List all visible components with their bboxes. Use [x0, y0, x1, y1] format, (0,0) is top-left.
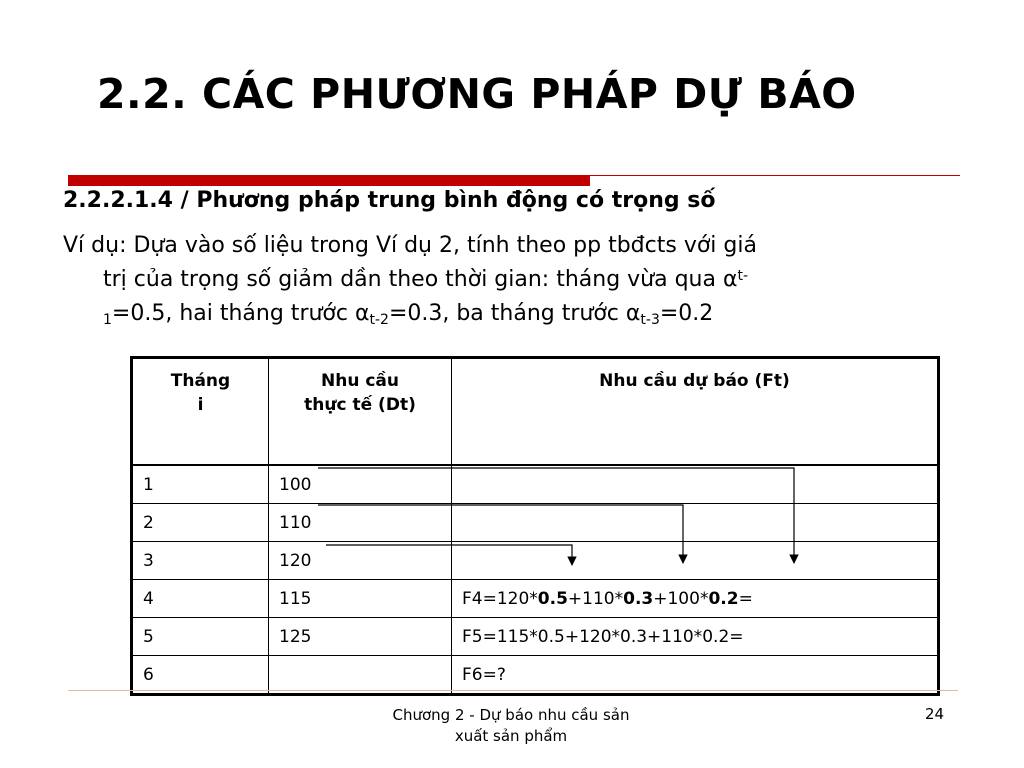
f4-part3: +100*	[653, 588, 709, 609]
f4-weight-3: 0.2	[708, 588, 739, 609]
header-month-line1: Tháng	[170, 371, 231, 391]
table-row	[132, 656, 939, 695]
cell-forecast: F5=115*0.5+120*0.3+110*0.2=	[452, 618, 939, 656]
cell-actual: 120	[269, 542, 452, 580]
slide-title: 2.2. CÁC PHƯƠNG PHÁP DỰ BÁO	[97, 70, 857, 118]
cell-actual: 125	[269, 618, 452, 656]
forecast-table	[130, 356, 940, 696]
cell-actual	[269, 656, 452, 695]
table-row	[132, 542, 939, 580]
f4-part2: +110*	[567, 588, 624, 609]
cell-month: 6	[132, 656, 269, 695]
cell-actual: 110	[269, 504, 452, 542]
alpha-subscript-t1-part2: 1	[103, 312, 112, 328]
cell-forecast-f4	[452, 580, 939, 618]
header-actual-line2: thực tế (Dt)	[304, 395, 416, 415]
section-heading: 2.2.2.1.4 / Phương pháp trung bình động có trọng số	[63, 188, 716, 213]
example-line-2-text: trị của trọng số giảm dần theo thời gian: tháng vừa qua α	[103, 267, 738, 292]
title-underline-bar	[68, 175, 590, 186]
example-line-1: Ví dụ: Dựa vào số liệu trong Ví dụ 2, tính theo pp tbđcts với giá	[63, 233, 757, 258]
alpha-subscript-t3: t-3	[640, 312, 660, 328]
cell-month: 1	[132, 465, 269, 504]
f4-part1: F4=120*	[462, 588, 538, 609]
header-month-line2: i	[197, 395, 204, 415]
f4-weight-2: 0.3	[623, 588, 654, 609]
example-line-3	[63, 297, 963, 331]
cell-month: 2	[132, 504, 269, 542]
cell-month: 3	[132, 542, 269, 580]
cell-forecast	[452, 465, 939, 504]
footer-line-2: xuất sản phẩm	[454, 727, 568, 745]
alpha-subscript-t2: t-2	[369, 312, 389, 328]
footer-line-1: Chương 2 - Dự báo nhu cầu sản	[392, 706, 630, 724]
table-row	[132, 465, 939, 504]
weight-1-and-text: =0.5, hai tháng trước α	[111, 301, 370, 326]
f4-weight-1: 0.5	[537, 588, 568, 609]
cell-forecast	[452, 542, 939, 580]
page-number: 24	[925, 705, 945, 723]
cell-forecast: F6=?	[452, 656, 939, 695]
weight-3: =0.2	[659, 301, 714, 326]
table-row	[132, 618, 939, 656]
cell-actual: 100	[269, 465, 452, 504]
f4-part4: =	[738, 588, 753, 609]
footer-divider	[68, 690, 958, 691]
table-header-row	[132, 358, 939, 466]
header-actual-demand	[269, 358, 452, 466]
cell-month: 4	[132, 580, 269, 618]
cell-month: 5	[132, 618, 269, 656]
weight-2-and-text: =0.3, ba tháng trước α	[388, 301, 641, 326]
header-month	[132, 358, 269, 466]
example-line-2	[63, 263, 963, 297]
title-underline-thin	[590, 175, 960, 176]
cell-forecast	[452, 504, 939, 542]
header-actual-line1: Nhu cầu	[320, 371, 399, 391]
example-paragraph	[63, 229, 963, 331]
cell-actual: 115	[269, 580, 452, 618]
table-row	[132, 504, 939, 542]
alpha-subscript-t1-part1: t-	[737, 268, 749, 284]
header-forecast-demand: Nhu cầu dự báo (Ft)	[452, 358, 939, 466]
table-row	[132, 580, 939, 618]
footer-chapter	[356, 705, 666, 747]
